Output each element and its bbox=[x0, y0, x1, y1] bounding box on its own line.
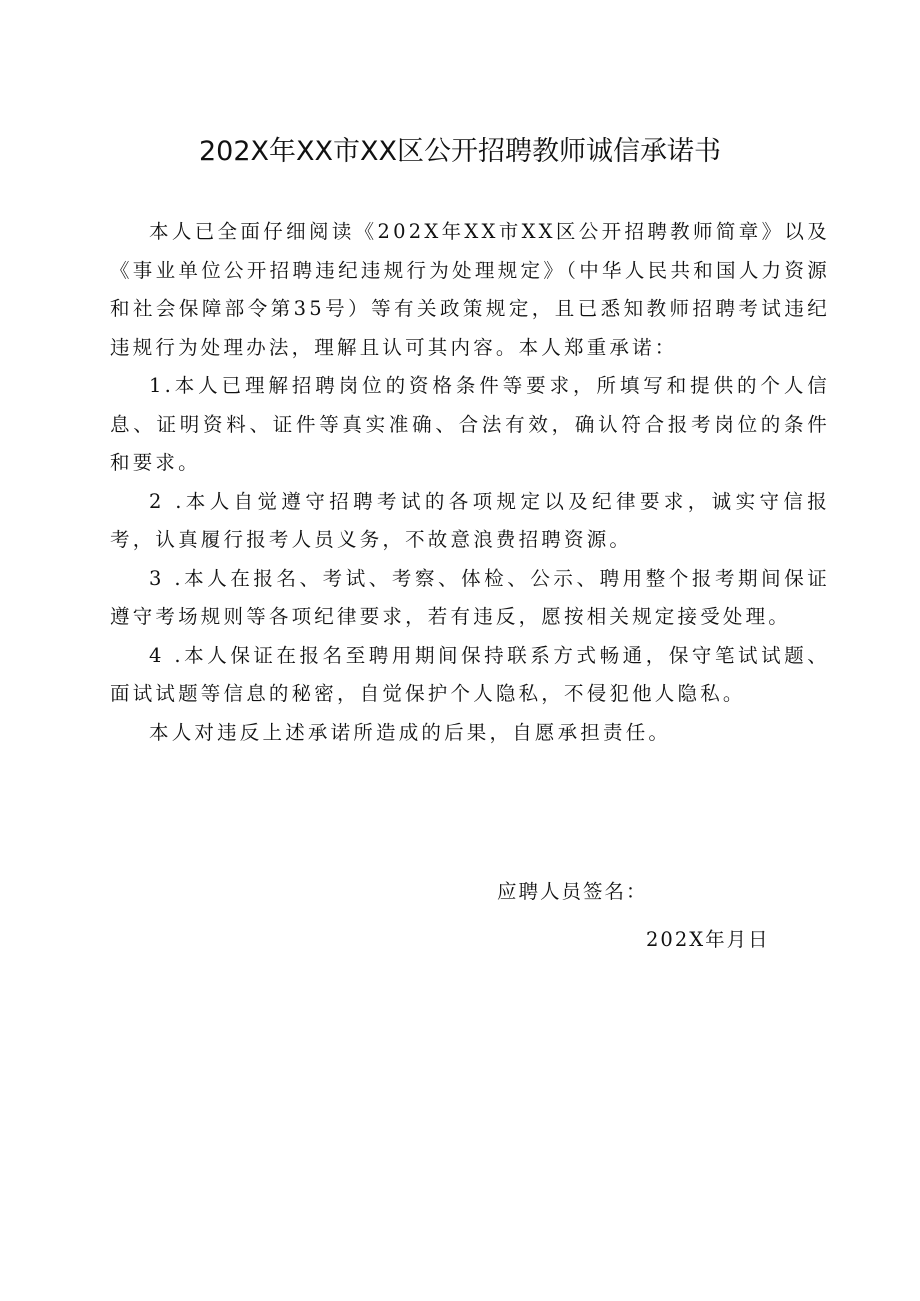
document-title: 202X年XX市XX区公开招聘教师诚信承诺书 bbox=[198, 136, 722, 167]
document-body bbox=[110, 213, 830, 752]
date-line: 202X年月日 bbox=[646, 928, 770, 951]
intro-paragraph: 本人已全面仔细阅读《202X年XX市XX区公开招聘教师简章》以及《事业单位公开招聘违纪违规行为处理规定》（中华人民共和国人力资源和社会保障部令第35号）等有关政策规定，且已悉知教师招聘考试违纪违规行为处理办法，理解且认可其内容。本人郑重承诺： bbox=[110, 220, 830, 359]
commitment-item-3: 3 .本人在报名、考试、考察、体检、公示、聘用整个报考期间保证遵守考场规则等各项纪律要求，若有违反，愿按相关规定接受处理。 bbox=[110, 566, 830, 628]
commitment-item-4: 4 .本人保证在报名至聘用期间保持联系方式畅通，保守笔试试题、面试试题等信息的秘密，自觉保护个人隐私，不侵犯他人隐私。 bbox=[110, 643, 830, 705]
commitment-item-1: 1.本人已理解招聘岗位的资格条件等要求，所填写和提供的个人信息、证明资料、证件等真实准确、合法有效，确认符合报考岗位的条件和要求。 bbox=[110, 374, 830, 474]
commitment-item-2: 2 .本人自觉遵守招聘考试的各项规定以及纪律要求，诚实守信报考，认真履行报考人员义务，不故意浪费招聘资源。 bbox=[110, 489, 830, 551]
signature-label: 应聘人员签名： bbox=[497, 880, 648, 903]
closing-paragraph: 本人对违反上述承诺所造成的后果，自愿承担责任。 bbox=[149, 720, 672, 744]
